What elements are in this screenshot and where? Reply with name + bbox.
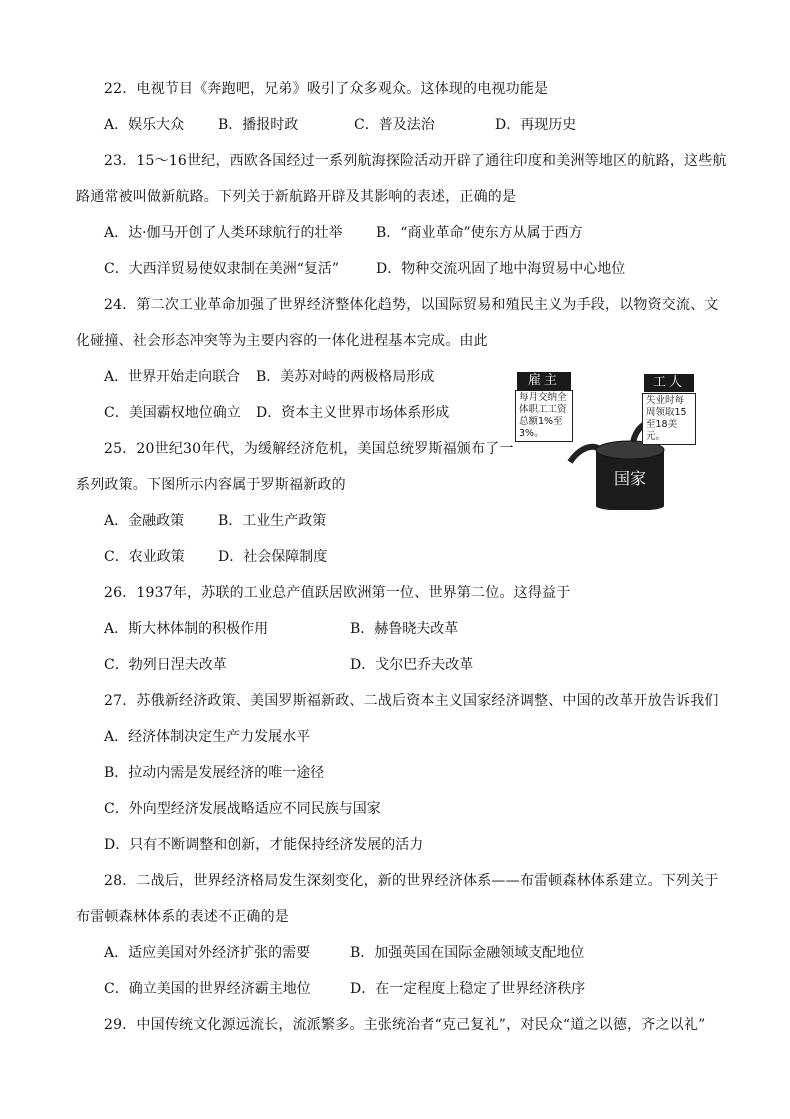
q26-option-c: C．勃列日涅夫改革: [104, 657, 227, 673]
q28-stem-line1: 28．二战后，世界经济格局发生深刻变化，新的世界经济体系——布雷顿森林体系建立。下列关于: [104, 873, 719, 889]
new-deal-figure: [512, 370, 714, 510]
q22-option-a: A．娱乐大众: [104, 117, 185, 133]
q23-stem-line2: 路通常被叫做新航路。下列关于新航路开辟及其影响的表述，正确的是: [76, 189, 517, 205]
q26-option-d: D．戈尔巴乔夫改革: [350, 657, 474, 673]
employer-text: 每月交纳全体职工工资总额1%至3%。: [515, 390, 573, 442]
q24-option-b: B．美苏对峙的两极格局形成: [256, 369, 435, 385]
q25-option-b: B．工业生产政策: [218, 513, 327, 529]
employer-label: 雇主: [517, 372, 571, 390]
q22-option-d: D．再现历史: [495, 117, 577, 133]
q25-stem-line2: 系列政策。下图所示内容属于罗斯福新政的: [76, 477, 346, 493]
q27-option-c: C．外向型经济发展战略适应不同民族与国家: [104, 801, 381, 817]
q27-option-b: B．拉动内需是发展经济的唯一途径: [104, 765, 325, 781]
q23-stem-line1: 23．15～16世纪，西欧各国经过一系列航海探险活动开辟了通往印度和美洲等地区的航路，这些航: [104, 153, 727, 169]
q24-option-c: C．美国霸权地位确立: [104, 405, 241, 421]
q24-option-a: A．世界开始走向联合: [104, 369, 241, 385]
q28-option-d: D．在一定程度上稳定了世界经济秩序: [350, 981, 586, 997]
q25-stem-line1: 25．20世纪30年代，为缓解经济危机，美国总统罗斯福颁布了一: [104, 441, 514, 457]
q29-stem: 29．中国传统文化源远流长，流派繁多。主张统治者“克己复礼”，对民众“道之以德，齐之以礼”: [104, 1017, 706, 1033]
q23-option-d: D．物种交流巩固了地中海贸易中心地位: [376, 261, 626, 277]
q26-option-a: A．斯大林体制的积极作用: [104, 621, 269, 637]
q27-option-d: D．只有不断调整和创新，才能保持经济发展的活力: [104, 837, 424, 853]
q28-option-b: B．加强英国在国际金融领域支配地位: [350, 945, 585, 961]
q28-option-a: A．适应美国对外经济扩张的需要: [104, 945, 311, 961]
q26-stem: 26．1937年，苏联的工业总产值跃居欧洲第一位、世界第二位。这得益于: [104, 585, 571, 601]
q25-option-c: C．农业政策: [104, 549, 185, 565]
q22-option-c: C．普及法治: [354, 117, 435, 133]
q25-option-a: A．金融政策: [104, 513, 185, 529]
q23-option-a: A．达·伽马开创了人类环球航行的壮举: [104, 225, 343, 241]
q23-option-c: C．大西洋贸易使奴隶制在美洲“复活”: [104, 261, 340, 277]
q24-option-d: D．资本主义世界市场体系形成: [256, 405, 450, 421]
worker-text: 失业时每周领取15至18美元。: [642, 393, 696, 445]
q25-option-d: D．社会保障制度: [218, 549, 328, 565]
q28-stem-line2: 布雷顿森林体系的表述不正确的是: [76, 909, 289, 925]
q23-option-b: B．“商业革命”使东方从属于西方: [376, 225, 583, 241]
q22-option-b: B．播报时政: [218, 117, 299, 133]
q27-option-a: A．经济体制决定生产力发展水平: [104, 729, 311, 745]
state-label: 国家: [613, 469, 646, 488]
q24-stem-line2: 化碰撞、社会形态冲突等为主要内容的一体化进程基本完成。由此: [76, 333, 488, 349]
worker-label: 工人: [644, 374, 694, 392]
q28-option-c: C．确立美国的世界经济霸主地位: [104, 981, 311, 997]
q24-stem-line1: 24．第二次工业革命加强了世界经济整体化趋势，以国际贸易和殖民主义为手段，以物资交流、文: [104, 297, 719, 313]
q22-stem: 22．电视节目《奔跑吧，兄弟》吸引了众多观众。这体现的电视功能是: [104, 81, 549, 97]
q26-option-b: B．赫鲁晓夫改革: [350, 621, 459, 637]
q27-stem: 27．苏俄新经济政策、美国罗斯福新政、二战后资本主义国家经济调整、中国的改革开放告诉我们: [104, 693, 719, 709]
